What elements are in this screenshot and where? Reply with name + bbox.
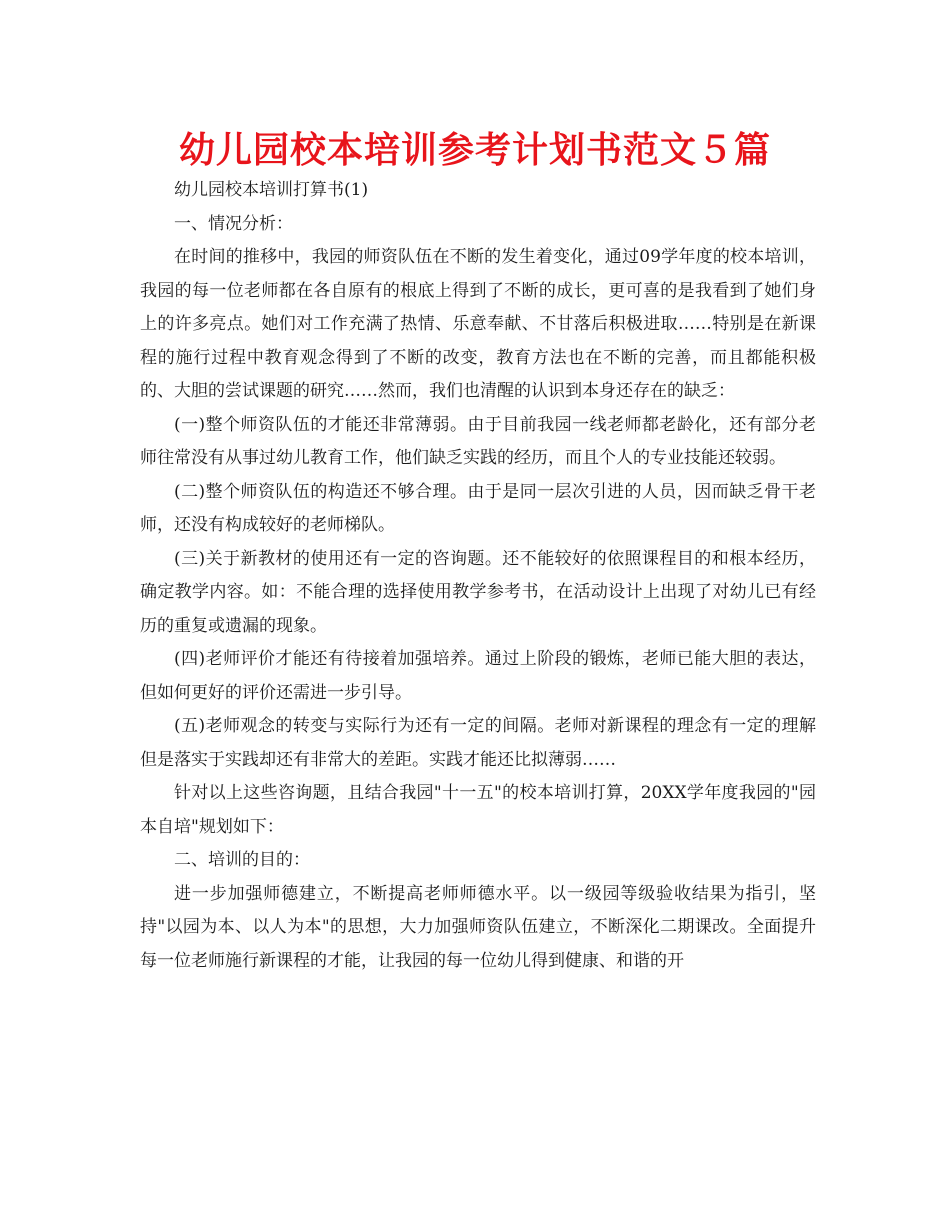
document-body (140, 174, 816, 978)
document-title: 幼儿园校本培训参考计划书范文５篇 (178, 130, 771, 171)
paragraph-item-5: (五)老师观念的转变与实际行为还有一定的间隔。老师对新课程的理念有一定的理解但是落实于实践却还有非常大的差距。实践才能还比拟薄弱…… (140, 716, 816, 770)
paragraph-item-3: (三)关于新教材的使用还有一定的咨询题。还不能较好的依照课程目的和根本经历，确定教学内容。如：不能合理的选择使用教学参考书，在活动设计上出现了对幼儿已有经历的重复或遗漏的现象。 (140, 548, 816, 636)
paragraph-item-1: (一)整个师资队伍的才能还非常薄弱。由于目前我园一线老师都老龄化，还有部分老师往常没有从事过幼儿教育工作，他们缺乏实践的经历，而且个人的专业技能还较弱。 (140, 414, 816, 468)
section-heading-situation: 一、情况分析： (174, 213, 293, 234)
paragraph-item-4: (四)老师评价才能还有待接着加强培养。通过上阶段的锻炼，老师已能大胆的表达，但如何更好的评价还需进一步引导。 (140, 649, 816, 703)
paragraph-item-2: (二)整个师资队伍的构造还不够合理。由于是同一层次引进的人员，因而缺乏骨干老师，还没有构成较好的老师梯队。 (140, 481, 816, 535)
paragraph-overview: 在时间的推移中，我园的师资队伍在不断的发生着变化，通过09学年度的校本培训，我园的每一位老师都在各自原有的根底上得到了不断的成长，更可喜的是我看到了她们身上的许多亮点。她们对工作充满了热情、乐意奉献、不甘落后积极进取……特别是在新课程的施行过程中教育观念得到了不断的改变，教育方法也在不断的完善，而且都能积极的、大胆的尝试课题的研究……然而，我们也清醒的认识到本身还存在的缺乏： (140, 247, 816, 401)
plan-heading: 幼儿园校本培训打算书(1) (174, 180, 369, 200)
paragraph-goals: 进一步加强师德建立，不断提高老师师德水平。以一级园等级验收结果为指引，坚持"以园为本、以人为本"的思想，大力加强师资队伍建立，不断深化二期课改。全面提升每一位老师施行新课程的才能，让我园的每一位幼儿得到健康、和谐的开 (140, 883, 816, 971)
paragraph-plan-intro: 针对以上这些咨询题，且结合我园"十一五"的校本培训打算，20XX学年度我园的"园本自培"规划如下： (140, 783, 816, 837)
section-heading-goals: 二、培训的目的： (174, 850, 310, 870)
